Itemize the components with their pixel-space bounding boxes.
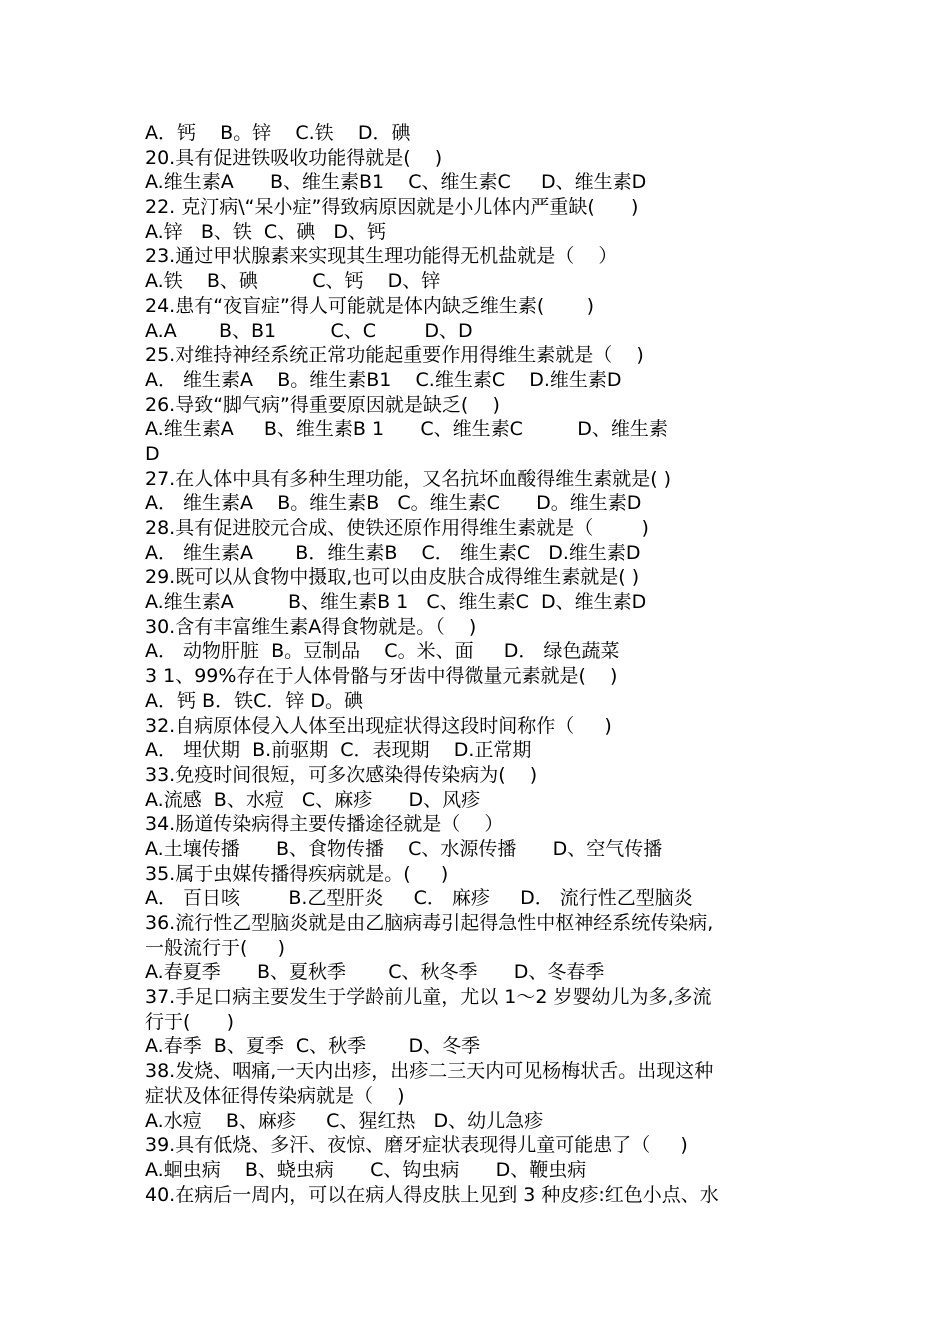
text-line: A．钙 B．铁C．锌 D。碘 [145, 689, 364, 712]
text-line: 27.在人体中具有多种生理功能，又名抗坏血酸得维生素就是( ) [145, 467, 672, 490]
text-line: A.春季 B、夏季 C、秋季 D、冬季 [145, 1035, 481, 1058]
text-line: 行于( ) [145, 1010, 235, 1033]
text-line: 33.免疫时间很短，可多次感染得传染病为( ) [145, 763, 538, 786]
text-line: 30.含有丰富维生素A得食物就是。（ ) [145, 615, 477, 638]
text-line: 36.流行性乙型脑炎就是由乙脑病毒引起得急性中枢神经系统传染病, [145, 912, 714, 934]
text-line: A.铁 B、碘 C、钙 D、锌 [145, 270, 441, 293]
text-line: A． 维生素A B。维生素B C。维生素C D。维生素D [145, 492, 642, 515]
text-line: A.A B、B1 C、C D、D [145, 319, 473, 342]
text-line: A.水痘 B、麻疹 C、猩红热 D、幼儿急疹 [145, 1109, 544, 1132]
text-line: 28.具有促进胶元合成、使铁还原作用得维生素就是（ ) [145, 517, 649, 539]
text-line: A.锌 B、铁 C、碘 D、钙 [145, 220, 386, 243]
text-line: 20.具有促进铁吸收功能得就是( ) [145, 146, 443, 169]
text-line: A． 埋伏期 B.前驱期 C．表现期 D.正常期 [145, 739, 532, 762]
text-line: 39.具有低烧、多汗、夜惊、磨牙症状表现得儿童可能患了（ ) [145, 1134, 688, 1157]
text-line: A． 维生素A B．维生素B C． 维生素C D.维生素D [145, 541, 641, 564]
text-line: 25.对维持神经系统正常功能起重要作用得维生素就是（ ) [145, 344, 644, 367]
text-line: 23.通过甲状腺素来实现其生理功能得无机盐就是（ ） [145, 245, 618, 268]
text-line: A.维生素A B、维生素B1 C、维生素C D、维生素D [145, 171, 647, 194]
text-line: 35.属于虫媒传播得疾病就是。( ) [145, 862, 449, 885]
text-line: 26.导致“脚气病”得重要原因就是缺乏( ) [145, 393, 500, 416]
text-line: 38.发烧、咽痛,一天内出疹，出疹二三天内可见杨梅状舌。出现这种 [145, 1060, 714, 1083]
text-line: A.土壤传播 B、食物传播 C、水源传播 D、空气传播 [145, 837, 663, 860]
text-line: 32.自病原体侵入人体至出现症状得这段时间称作（ ) [145, 714, 612, 737]
text-line: A.春夏季 B、夏秋季 C、秋冬季 D、冬春季 [145, 961, 605, 984]
text-line: A.维生素A B、维生素B 1 C、维生素C D、维生素D [145, 591, 647, 614]
text-line: 22. 克汀病\“呆小症”得致病原因就是小儿体内严重缺( ) [145, 196, 639, 219]
text-line: A．钙 B。锌 C.铁 D．碘 [145, 122, 411, 144]
text-line: 一般流行于( ) [145, 936, 286, 959]
text-line: A． 动物肝脏 B。豆制品 C。米、面 D． 绿色蔬菜 [145, 640, 620, 663]
text-line: A.蛔虫病 B、蛲虫病 C、钩虫病 D、鞭虫病 [145, 1158, 587, 1181]
text-line: A． 百日咳 B.乙型肝炎 C． 麻疹 D． 流行性乙型脑炎 [145, 887, 693, 910]
text-line: 症状及体征得传染病就是（ ) [145, 1084, 405, 1107]
text-line: 29.既可以从食物中摄取,也可以由皮肤合成得维生素就是( ) [145, 566, 640, 589]
text-line: 3 1、99%存在于人体骨骼与牙齿中得微量元素就是( ) [145, 665, 618, 688]
text-line: A.维生素A B、维生素B 1 C、维生素C D、维生素 [145, 418, 668, 441]
text-line: D [145, 442, 160, 465]
text-line: 37.手足口病主要发生于学龄前儿童，尤以 1～2 岁婴幼儿为多,多流 [145, 986, 712, 1009]
text-line: A.流感 B、水痘 C、麻疹 D、风疹 [145, 788, 481, 811]
text-line: 34.肠道传染病得主要传播途径就是（ ） [145, 813, 504, 836]
text-line: 24.患有“夜盲症”得人可能就是体内缺乏维生素( ) [145, 294, 595, 317]
question-list [145, 121, 810, 1207]
text-line: A． 维生素A B。维生素B1 C.维生素C D.维生素D [145, 368, 622, 391]
text-line: 40.在病后一周内，可以在病人得皮肤上见到 3 种皮疹:红色小点、水 [145, 1183, 719, 1206]
